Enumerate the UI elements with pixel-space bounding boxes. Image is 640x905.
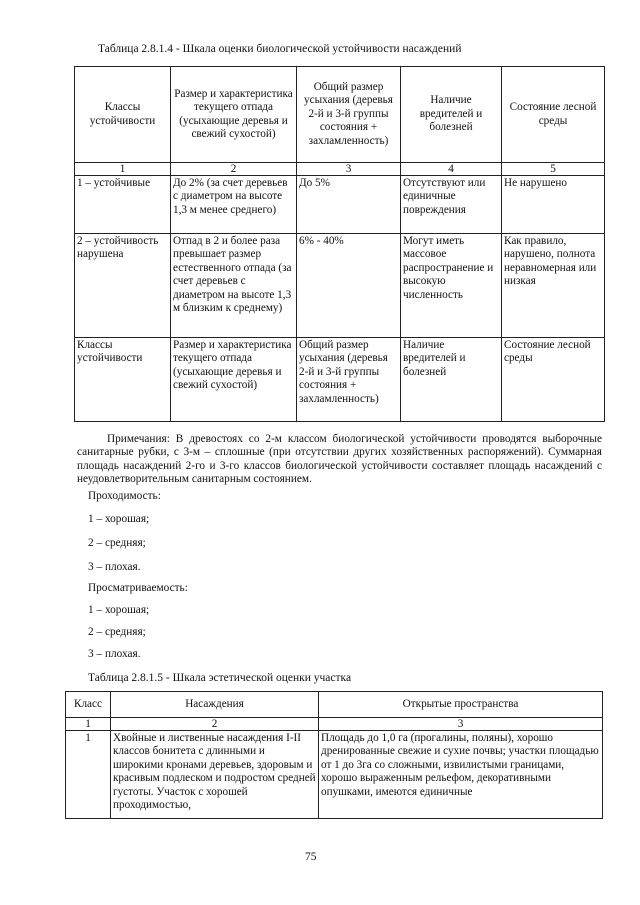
table-cell: Не нарушено (502, 176, 605, 234)
list-item: 1 – хорошая; (88, 513, 150, 525)
table-cell: 6% - 40% (297, 234, 401, 338)
table-cell: 1 (66, 731, 111, 819)
passability-title: Проходимость: (88, 490, 161, 502)
table-cell: Классы устойчивости (75, 338, 171, 422)
table-row (75, 234, 605, 338)
aesthetic-table (65, 691, 603, 819)
table-row (75, 176, 605, 234)
table-number-row (66, 718, 603, 731)
table-number-row (75, 163, 605, 176)
number-cell: 5 (502, 163, 605, 176)
stability-table (74, 66, 605, 422)
number-cell: 3 (319, 718, 603, 731)
header-cell: Общий размер усыхания (деревья 2-й и 3-й группы состояния + захламленность) (297, 67, 401, 163)
table-header-row (66, 692, 603, 718)
table-cell: Состояние лесной среды (502, 338, 605, 422)
table-row (66, 731, 603, 819)
list-item: 3 – плохая. (88, 648, 141, 660)
header-cell: Состояние лесной среды (502, 67, 605, 163)
table-cell: Размер и характеристика текущего отпада (усыхающие деревья и свежий сухостой) (171, 338, 297, 422)
table2-caption: Таблица 2.8.1.5 - Шкала эстетической оценки участка (88, 672, 352, 684)
table-cell: Площадь до 1,0 га (прогалины, поляны), хорошо дренированные свежие и сухие почвы; участки площадью от 1 до 3га со сложными, извилистыми границами, хорошо выраженным рельефом, декоративными опушками, имеются единичные (319, 731, 603, 819)
table-cell: До 5% (297, 176, 401, 234)
table-cell: Наличие вредителей и болезней (401, 338, 502, 422)
table-cell: 1 – устойчивые (75, 176, 171, 234)
list-item: 2 – средняя; (88, 626, 146, 638)
table-note: Примечания: В древостоях со 2-м классом биологической устойчивости проводятся выборочные санитарные рубки, с 3-м – сплошные (при отсутствии других хозяйственных распоряжений). Суммарная площадь насаждений 2-го и 3-го классов биологической устойчивости составляет площадь насаждений с неудовлетворительным санитарным состоянием. (77, 433, 602, 486)
table-cell: Как правило, нарушено, полнота неравномерная или низкая (502, 234, 605, 338)
table-cell: Общий размер усыхания (деревья 2-й и 3-й группы состояния + захламленность) (297, 338, 401, 422)
table-header-row (75, 67, 605, 163)
page-number: 75 (305, 851, 317, 863)
table-cell: Могут иметь массовое распространение и высокую численность (401, 234, 502, 338)
number-cell: 2 (111, 718, 319, 731)
header-cell: Класс (66, 692, 111, 718)
table-cell: 2 – устойчивость нарушена (75, 234, 171, 338)
table-row (75, 338, 605, 422)
number-cell: 4 (401, 163, 502, 176)
number-cell: 1 (75, 163, 171, 176)
table1-caption: Таблица 2.8.1.4 - Шкала оценки биологической устойчивости насаждений (98, 43, 462, 55)
list-item: 3 – плохая. (88, 561, 141, 573)
number-cell: 1 (66, 718, 111, 731)
table-cell: Отпад в 2 и более раза превышает размер естественного отпада (за счет деревьев с диаметром на высоте 1,3 м близким к среднему) (171, 234, 297, 338)
list-item: 1 – хорошая; (88, 604, 150, 616)
visibility-title: Просматриваемость: (88, 582, 188, 594)
header-cell: Размер и характеристика текущего отпада (усыхающие деревья и свежий сухостой) (171, 67, 297, 163)
table-cell: Хвойные и лиственные насаждения I-II классов бонитета с длинными и широкими кронами деревьев, здоровым и красивым подлеском и подростом средней густоты. Участок с хорошей проходимостью, (111, 731, 319, 819)
table-cell: Отсутствуют или единичные повреждения (401, 176, 502, 234)
header-cell: Классы устойчивости (75, 67, 171, 163)
number-cell: 2 (171, 163, 297, 176)
list-item: 2 – средняя; (88, 537, 146, 549)
header-cell: Насаждения (111, 692, 319, 718)
number-cell: 3 (297, 163, 401, 176)
header-cell: Наличие вредителей и болезней (401, 67, 502, 163)
table-cell: До 2% (за счет деревьев с диаметром на высоте 1,3 м менее среднего) (171, 176, 297, 234)
header-cell: Открытые пространства (319, 692, 603, 718)
